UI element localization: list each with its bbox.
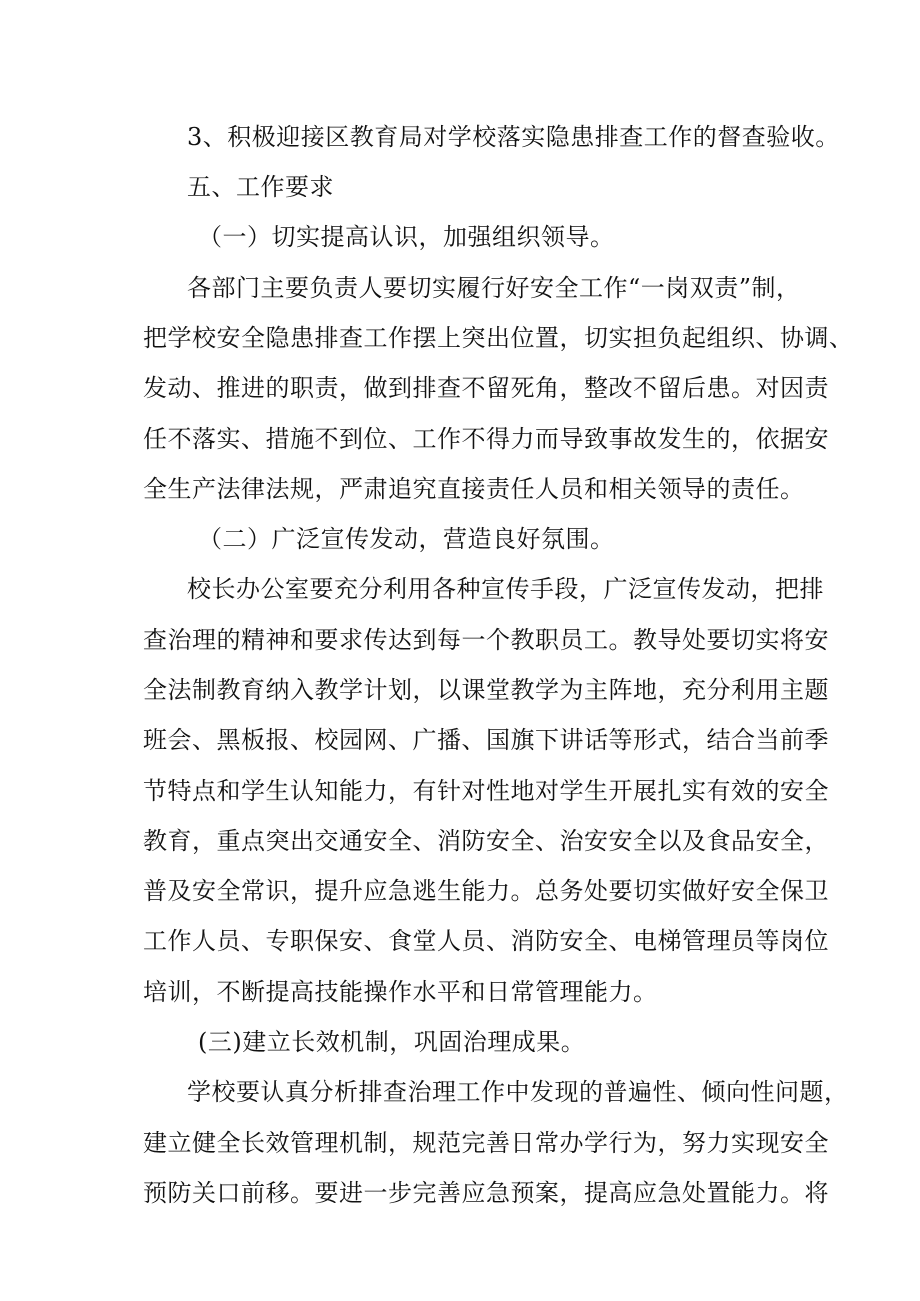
paragraph-line: 工作人员、专职保安、食堂人员、消防安全、电梯管理员等岗位 bbox=[143, 927, 829, 955]
paragraph-line: 把学校安全隐患排查工作摆上突出位置，切实担负起组织、协调、 bbox=[143, 324, 854, 352]
paragraph-line: 全法制教育纳入教学计划，以课堂教学为主阵地，充分利用主题 bbox=[143, 676, 829, 704]
paragraph-line-item-3: 3、积极迎接区教育局对学校落实隐患排查工作的督查验收。 bbox=[187, 123, 840, 151]
paragraph-line: 发动、推进的职责，做到排查不留死角，整改不留后患。对因责 bbox=[143, 374, 829, 402]
subheading-2: （二）广泛宣传发动，营造良好氛围。 bbox=[198, 525, 615, 553]
paragraph-line: 预防关口前移。要进一步完善应急预案，提高应急处置能力。将 bbox=[143, 1179, 829, 1207]
paragraph-line: 建立健全长效管理机制，规范完善日常办学行为，努力实现安全 bbox=[143, 1129, 829, 1157]
paragraph-line: 学校要认真分析排查治理工作中发现的普遍性、倾向性问题， bbox=[187, 1078, 849, 1106]
paragraph-line: 查治理的精神和要求传达到每一个教职员工。教导处要切实将安 bbox=[143, 626, 829, 654]
section-heading-5: 五、工作要求 bbox=[187, 173, 334, 201]
paragraph-line: 班会、黑板报、校园网、广播、国旗下讲话等形式，结合当前季 bbox=[143, 726, 829, 754]
paragraph-line: 普及安全常识，提升应急逃生能力。总务处要切实做好安全保卫 bbox=[143, 877, 829, 905]
paragraph-line: 节特点和学生认知能力，有针对性地对学生开展扎实有效的安全 bbox=[143, 777, 829, 805]
paragraph-line: 任不落实、措施不到位、工作不得力而导致事故发生的，依据安 bbox=[143, 425, 829, 453]
paragraph-line: 教育，重点突出交通安全、消防安全、治安安全以及食品安全， bbox=[143, 827, 829, 855]
subheading-3: (三)建立长效机制，巩固治理成果。 bbox=[198, 1028, 586, 1056]
paragraph-line: 各部门主要负责人要切实履行好安全工作“一岗双责”制， bbox=[187, 274, 801, 302]
paragraph-line: 培训，不断提高技能操作水平和日常管理能力。 bbox=[143, 978, 658, 1006]
paragraph-line: 校长办公室要充分利用各种宣传手段，广泛宣传发动，把排 bbox=[187, 575, 824, 603]
paragraph-line: 全生产法律法规，严肃追究直接责任人员和相关领导的责任。 bbox=[143, 475, 805, 503]
subheading-1: （一）切实提高认识，加强组织领导。 bbox=[198, 223, 615, 251]
